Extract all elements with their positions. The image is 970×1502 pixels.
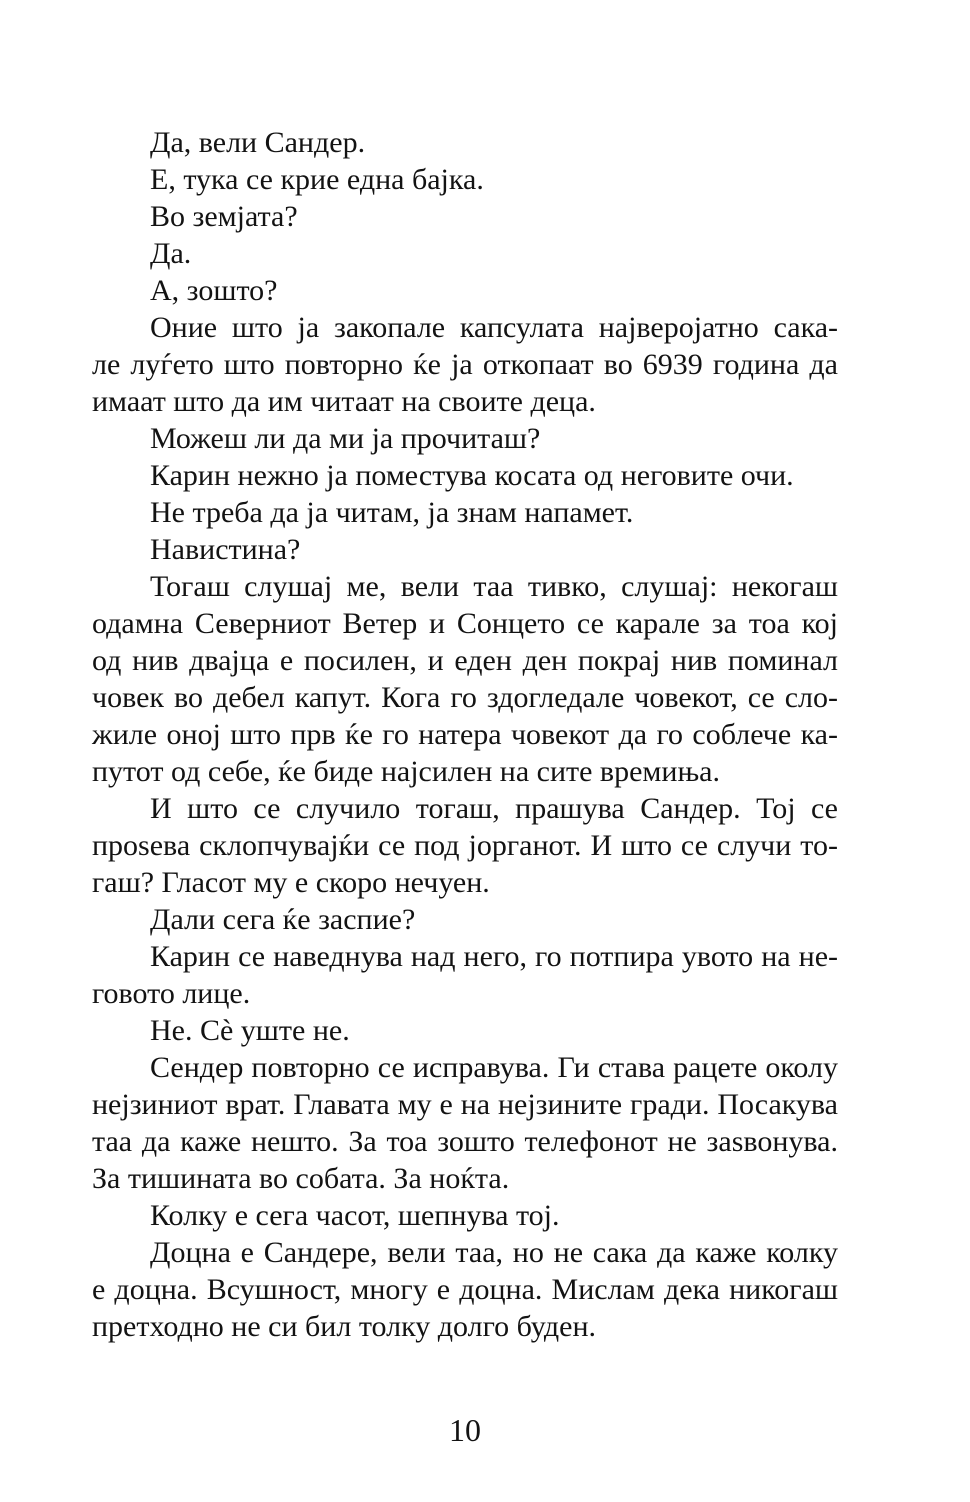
text-line: Навистина? <box>150 533 301 566</box>
page-text <box>92 124 838 1345</box>
text-line: Оние што ја закопале капсулата најверојатно сака- <box>150 311 838 344</box>
text-line: Карин се наведнува над него, го потпира увото на не- <box>150 940 838 973</box>
text-line: Можеш ли да ми ја прочиташ? <box>150 422 541 455</box>
text-line: Да. <box>150 237 192 270</box>
text-line: од нив двајца е посилен, и еден ден покрај нив поминал <box>92 644 838 677</box>
text-line: Е, тука се крие една бајка. <box>150 163 484 196</box>
text-line: Колку е сега часот, шепнува тој. <box>150 1199 560 1232</box>
text-line: Да, вели Сандер. <box>150 126 366 159</box>
text-line: проѕева склопчувајќи се под јорганот. И што се случи то- <box>92 829 838 862</box>
text-line: нејзиниот врат. Главата му е на нејзините гради. Посакува <box>92 1088 838 1121</box>
text-line: За тишината во собата. За ноќта. <box>92 1162 510 1195</box>
text-line: одамна Северниот Ветер и Сонцето се карале за тоа кој <box>92 607 838 640</box>
text-line: И што се случило тогаш, прашува Сандер. Тој се <box>150 792 838 825</box>
text-line: човек во дебел капут. Кога го здогледале човекот, се сло- <box>92 681 838 714</box>
text-line: Тогаш слушај ме, вели таа тивко, слушај: некогаш <box>150 570 838 603</box>
page-number: 10 <box>449 1412 481 1448</box>
text-line: Карин нежно ја поместува косата од неговите очи. <box>150 459 794 492</box>
text-line: Не. Сѐ уште не. <box>150 1014 350 1047</box>
text-line: А, зошто? <box>150 274 278 307</box>
text-line: Не треба да ја читам, ја знам напамет. <box>150 496 634 529</box>
text-line: ле луѓето што повторно ќе ја откопаат во 6939 година да <box>92 348 838 381</box>
text-line: е доцна. Всушност, многу е доцна. Мислам дека никогаш <box>92 1273 838 1306</box>
text-line: Во земјата? <box>150 200 298 233</box>
text-line: таа да каже нешто. За тоа зошто телефонот не заѕвонува. <box>92 1125 838 1158</box>
text-line: говото лице. <box>92 977 251 1010</box>
text-line: Сендер повторно се исправува. Ги става рацете околу <box>150 1051 838 1084</box>
text-line: Дали сега ќе заспие? <box>150 903 416 936</box>
text-line: путот од себе, ќе биде најсилен на сите времиња. <box>92 755 720 788</box>
text-line: претходно не си бил толку долго буден. <box>92 1310 597 1343</box>
text-line: жиле оној што прв ќе го натера човекот да го соблече ка- <box>92 718 838 751</box>
text-line: гаш? Гласот му е скоро нечуен. <box>92 866 490 899</box>
text-line: имаат што да им читаат на своите деца. <box>92 385 596 418</box>
text-line: Доцна е Сандере, вели таа, но не сака да каже колку <box>150 1236 838 1269</box>
